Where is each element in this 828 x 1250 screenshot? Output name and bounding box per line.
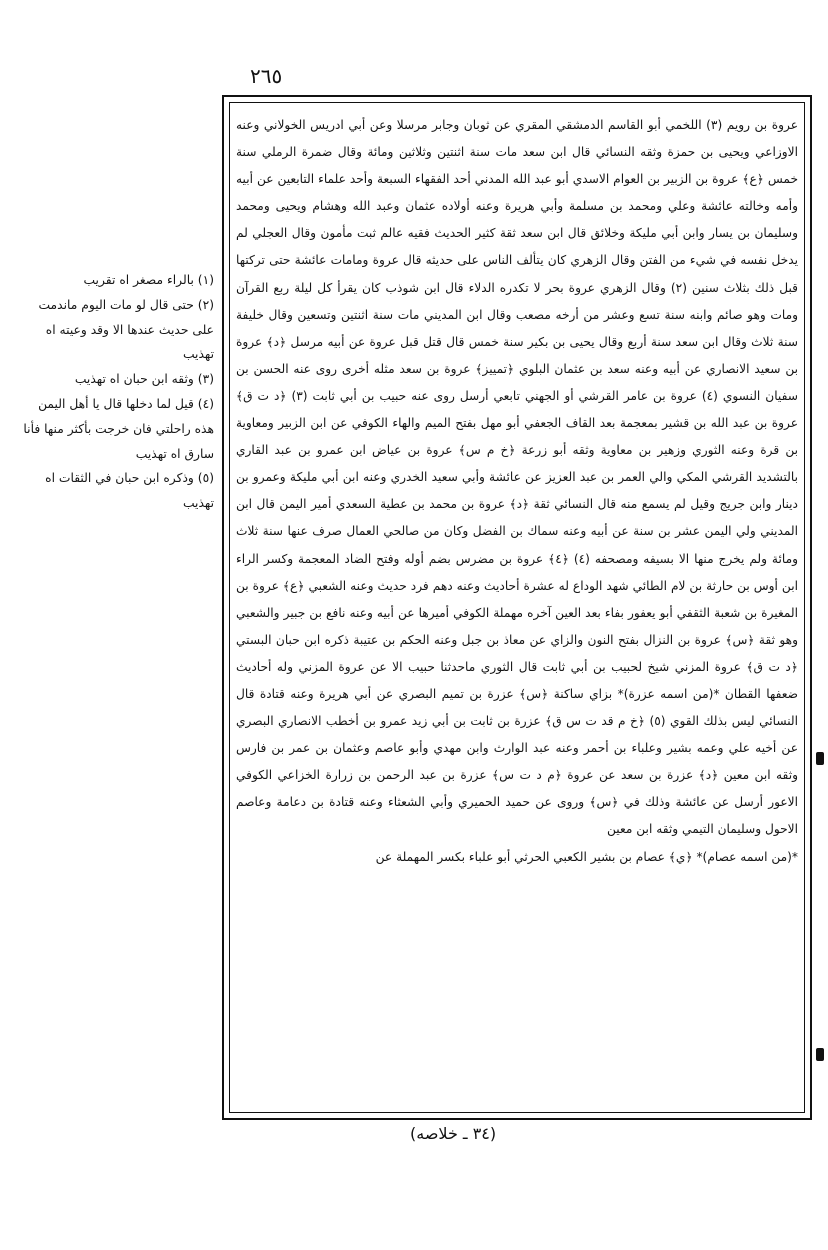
page-number: ٢٦٥ [250,64,283,88]
footnote-3: (٣) وثقه ابن حبان اه تهذيب [74,372,214,387]
main-text-block [236,112,798,1107]
footnote-4: (٤) قيل لما دخلها قال يا أهل اليمن هذه راحلتي فان خرجت بأكثر منها فأنا سارق اه تهذيب [23,396,214,461]
main-body-text: عروة بن رويم (٣) اللخمي أبو القاسم الدمشقي المقري عن ثوبان وجابر مرسلا وعن أبي ادريس الخولاني وعنه الاوزاعي ويحيى بن حمزة وثقه النسائي قال ابن سعد مات سنة اثنتين وثلاثين ومائة وقال ضمرة الرملي سنة خمس ﴿ع﴾ عروة بن الزبير بن العوام الاسدي أبو عبد الله المدني أحد الفقهاء السبعة وأحد علماء التابعين عن أبيه وأمه وخالته عائشة وعلي ومحمد بن مسلمة وأبي هريرة وعنه أولاده عثمان وعبد الله وهشام ويحيى ومحمد وسليمان بن يسار وابن أبي مليكة وخلائق قال ابن سعد ثقة كثير الحديث فقيه عالم ثبت مأمون وقال العجلي لم يدخل نفسه في شيء من الفتن وقال الزهري كان يتألف الناس على حديثه قال عروة ومامات عائشة حتى تركتها قبل ذلك بثلاث سنين (٢) وقال الزهري عروة بحر لا تكدره الدلاء قال ابن شوذب كان يقرأ كل ليلة ربع القرآن ومات وهو صائم وابنه سنة تسع وعشر من أرخه مصعب وقال ابن المديني مات سنة اثنتين وتسعين وقال خليفة سنة ثلاث وقال ابن سعد سنة أربع وقال يحيى بن بكير سنة خمس قال قتل قبل عروة عن أبيه مرسل ﴿د﴾ عروة بن سعيد الانصاري عن أبيه وعنه سعد بن عثمان البلوي ﴿تمييز﴾ عروة بن سعد مثله أخرى روى عنه الحسن بن سفيان النسوي (٤) عروة بن عامر القرشي أو الجهني تابعي أرسل روى عنه حبيب بن أبي ثابت (٣) ﴿د ت ق﴾ عروة بن عبد الله بن قشير بمعجمة بعد القاف الجعفي أبو مهل بفتح الميم والهاء الكوفي عن ابن الزبير ومعاوية بن قرة وعنه الثوري وزهير بن معاوية وثقه أبو زرعة ﴿خ م س﴾ عروة بن عياض ابن عمرو بن عبد القاري بالتشديد القرشي المكي والي العمر بن عبد العزيز عن عائشة وأبي سعيد الخدري وعنه ابن أبي مليكة وعمرو بن دينار وابن جريج وقيل لم يسمع منه قال النسائي ثقة ﴿د﴾ عروة بن محمد بن عطية السعدي أمير اليمن قال ابن المديني ولي اليمن عشر بن سنة عن أبيه وعنه سماك بن الفضل وكان من صالحي العمال صرف عنها سنة ثلاث ومائة ولم يخرج منها الا بسيفه ومصحفه (٤) ﴿٤﴾ عروة بن مضرس بضم أوله وفتح الضاد المعجمة وكسر الراء ابن أوس بن حارثة بن لام الطائي شهد الوداع له عشرة أحاديث وعنه دهم فرد حديث وعنه الشعبي ﴿ع﴾ عروة بن المغيرة بن شعبة الثقفي أبو يعفور بفاء بعد العين آخره مهملة الكوفي أميرها عن أبيه وعنه نافع بن جبير والشعبي وهو ثقة ﴿س﴾ عروة بن النزال بفتح النون والزاي عن معاذ بن جبل وعنه الحكم بن عتيبة ذكره ابن حبان البستي ﴿د ت ق﴾ عروة المزني شيخ لحبيب بن أبي ثابت قال الثوري ماحدثنا حبيب الا عن عروة المزني وله أحاديث ضعفها القطان *(من اسمه عزرة)* بزاي ساكنة ﴿س﴾ عزرة بن تميم البصري عن أبي هريرة وعنه قتادة قال النسائي ليس بذلك القوي (٥) ﴿خ م قد ت س ق﴾ عزرة بن ثابت بن أبي زيد عمرو بن أخطب الانصاري البصري عن أخيه علي وعمه بشير وعلباء بن أحمر وعنه عبد الوارث وابن مهدي وأبو عاصم وعثمان بن عمر بن فارس وثقه ابن معين ﴿د﴾ عزرة بن سعد عن عروة ﴿م د ت س﴾ عزرة بن عبد الرحمن بن زرارة الخزاعي الكوفي الاعور أرسل عن عائشة وذلك في ﴿س﴾ وروى عن حميد الحميري وأبي الشعثاء وعنه قتادة بن دعامة وعاصم الاحول وسليمان التيمي وثقه ابن معين [236,118,798,837]
footnote-5: (٥) وذكره ابن حبان في الثقات اه تهذيب [45,471,214,511]
footer-signature: (٣٤ ـ خلاصه) [410,1124,497,1143]
footnote-2: (٢) حتى قال لو مات اليوم ماندمت على حديث عندها الا وقد وعيته اه تهذيب [38,297,214,362]
footnote-1: (١) بالراء مصغر اه تقريب [83,273,214,287]
edge-mark-icon [816,1048,824,1061]
edge-mark-icon [816,752,824,765]
closing-line: *(من اسمه عصام)* ﴿ي﴾ عصام بن بشير الكعبي الحرثي أبو علباء بكسر المهملة عن [375,849,798,864]
margin-footnotes [18,268,214,638]
